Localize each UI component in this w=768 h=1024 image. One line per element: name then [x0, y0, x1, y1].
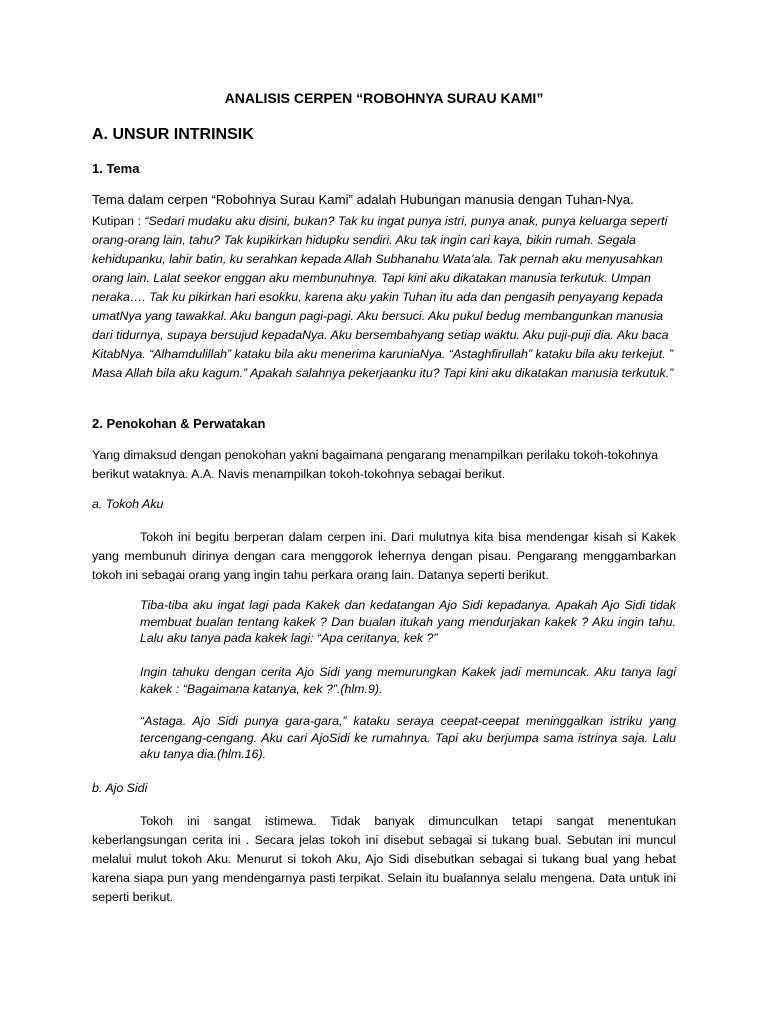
document-title: ANALISIS CERPEN “ROBOHNYA SURAU KAMI” [224, 90, 544, 106]
tokoh-aku-quote: Tiba-tiba aku ingat lagi pada Kakek dan kedatangan Ajo Sidi kepadanya. Apakah Ajo Sidi tidak membuat bualan tentang kakek ? Dan bualan itukah yang mendurjakan kakek ? Aku ingin tahu. Lalu aku tanya pada kakek lagi: “Apa ceritanya, kek ?” [140, 598, 676, 646]
subheading-tema: 1. Tema [92, 161, 140, 176]
penokohan-intro: Yang dimaksud dengan penokohan yakni bagaimana pengarang menampilkan perilaku tokoh-tokohnya berikut wataknya. A.A. Navis menampilkan tokoh-tokohnya sebagai berikut. [92, 448, 658, 481]
quote-label: Kutipan : [92, 214, 145, 228]
tokoh-aku-paragraph: Tokoh ini begitu berperan dalam cerpen ini. Dari mulutnya kita bisa mendengar kisah si Kakek yang membunuh dirinya dengan cara menggorok lehernya dengan pisau. Pengarang menggambarkan tokoh ini sebagai orang yang ingin tahu perkara orang lain. Datanya seperti berikut. [92, 530, 676, 582]
tema-quote: “Sedari mudaku aku disini, bukan? Tak ku ingat punya istri, punya anak, punya keluarga seperti orang-orang lain, tahu? Tak kupikirkan hidupku sendiri. Aku tak ingin cari kaya, bikin rumah. Segala kehidupanku, lahir batin, ku serahkan kepada Allah Subhanahu Wata’ala. Tak pernah aku menyusahkan orang lain. Lalat seekor enggan aku membunuhnya. Tapi kini aku dikatakan manusia terkutuk. Umpan neraka…. Tak ku pikirkan hari esokku, karena aku yakin Tuhan itu ada dan pengasih penyayang kepada umatNya yang tawakkal. Aku bangun pagi-pagi. Aku bersuci. Aku pukul bedug membangunkan manusia dari tidurnya, supaya bersujud kepadaNya. Aku bersembahyang setiap waktu. Aku puji-puji dia. Aku baca KitabNya. “Alhamdulillah” kataku bila aku menerima karuniaNya. “Astaghfirullah” kataku bila aku terkejut. ” Masa Allah bila aku kagum.” Apakah salahnya pekerjaanku itu? Tapi kini aku dikatakan manusia terkutuk.” [92, 214, 674, 380]
tema-quote-block [92, 212, 676, 383]
section-heading-unsur-intrinsik: A. UNSUR INTRINSIK [92, 126, 254, 143]
label-tokoh-aku: a. Tokoh Aku [92, 497, 164, 511]
label-ajo-sidi: b. Ajo Sidi [92, 781, 148, 795]
tema-statement: Tema dalam cerpen “Robohnya Surau Kami” adalah Hubungan manusia dengan Tuhan-Nya. [92, 192, 634, 207]
tokoh-aku-quote: “Astaga. Ajo Sidi punya gara-gara,” kataku seraya ceepat-ceepat meninggalkan istriku yang tercengang-cengang. Aku cari AjoSidi ke rumahnya. Tapi aku berjumpa sama istrinya saja. Lalu aku tanya dia.(hlm.16). [140, 714, 676, 762]
tokoh-aku-quote: Ingin tahuku dengan cerita Ajo Sidi yang memurungkan Kakek jadi memuncak. Aku tanya lagi kakek : “Bagaimana katanya, kek ?”.(hlm.9). [140, 665, 676, 696]
ajo-sidi-paragraph: Tokoh ini sangat istimewa. Tidak banyak dimunculkan tetapi sangat menentukan keberlangsungan cerita ini . Secara jelas tokoh ini disebut sebagai si tukang bual. Sebutan ini muncul melalui mulut tokoh Aku. Menurut si tokoh Aku, Ajo Sidi disebutkan sebagai si tukang bual yang hebat karena siapa pun yang mendengarnya pasti terpikat. Selain itu bualannya selalu mengena. Data untuk ini seperti berikut. [92, 814, 676, 904]
subheading-penokohan: 2. Penokohan & Perwatakan [92, 416, 266, 431]
